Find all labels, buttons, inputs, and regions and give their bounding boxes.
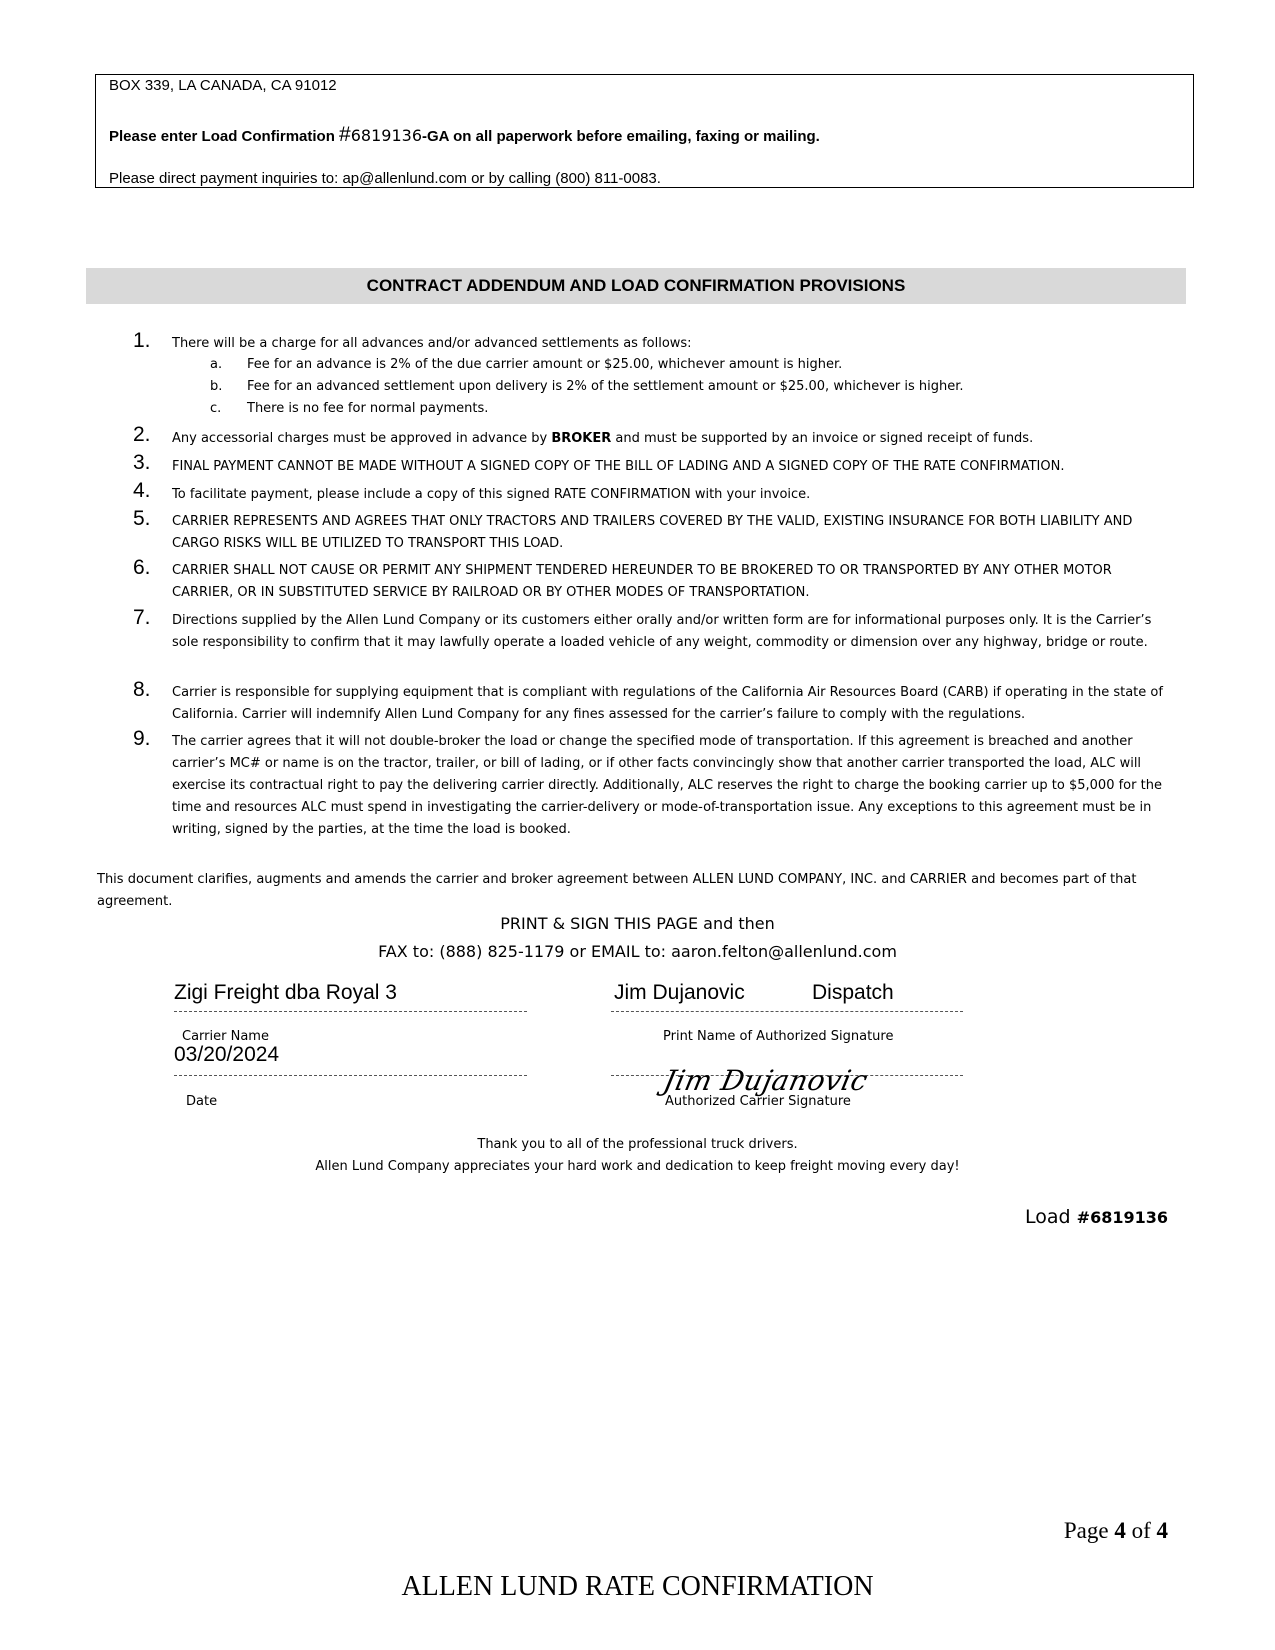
section-title: CONTRACT ADDENDUM AND LOAD CONFIRMATION PROVISIONS (86, 268, 1186, 304)
date-line (174, 1075, 527, 1076)
provision-number: 7. (133, 606, 151, 629)
sub-item-letter: c. (210, 401, 222, 416)
provision-number: 8. (133, 678, 151, 701)
sign-instructions-line1: PRINT & SIGN THIS PAGE and then (500, 914, 775, 933)
provision-text (172, 428, 1172, 450)
provision-text: There will be a charge for all advances and/or advanced settlements as follows: (172, 336, 692, 351)
thanks-line1: Thank you to all of the professional truck drivers. (477, 1137, 798, 1152)
sub-item-text: Fee for an advance is 2% of the due carrier amount or $25.00, whichever amount is higher. (247, 357, 843, 372)
provision-text-a: Any accessorial charges must be approved in advance by (172, 431, 552, 446)
notice-suffix: -GA on all paperwork before emailing, faxing or mailing. (422, 128, 820, 145)
notice-hash: # (339, 123, 351, 146)
signature-label: Authorized Carrier Signature (665, 1094, 851, 1109)
print-name-value[interactable]: Jim Dujanovic (614, 981, 745, 1004)
provision-number: 9. (133, 727, 151, 750)
print-name-line (611, 1011, 963, 1012)
provision-number: 6. (133, 556, 151, 579)
print-name-label: Print Name of Authorized Signature (663, 1029, 894, 1044)
load-confirmation-notice (109, 123, 820, 147)
provision-number: 5. (133, 507, 151, 530)
page-total: 4 (1156, 1518, 1168, 1543)
page-middle: of (1125, 1518, 1157, 1543)
sub-item-text: Fee for an advanced settlement upon delivery is 2% of the settlement amount or $25.00, whichever is higher. (247, 379, 964, 394)
date-label: Date (186, 1094, 218, 1109)
header-box (95, 74, 1194, 188)
carrier-name-line (174, 1011, 527, 1012)
footer-title: ALLEN LUND RATE CONFIRMATION (401, 1571, 874, 1602)
page-current: 4 (1114, 1518, 1126, 1543)
provision-number: 3. (133, 451, 151, 474)
page-prefix: Page (1063, 1518, 1115, 1543)
payment-inquiries: Please direct payment inquiries to: ap@allenlund.com or by calling (800) 811-0083. (109, 170, 661, 187)
sign-instructions-line2: FAX to: (888) 825-1179 or EMAIL to: aaron.felton@allenlund.com (378, 942, 897, 961)
provision-text: The carrier agrees that it will not double-broker the load or change the specified mode of transportation. If this agreement is breached and another carrier’s MC# or name is on the tractor, trailer, or bill of lading, or if other facts convincingly show that another carrier transported the load, ALC will exercise its contractual right to pay the delivering carrier directly. Additionally, ALC reserves the right to charge the booking carrier up to $5,000 for the time and resources ALC must spend in investigating the carrier-delivery or mode-of-transportation issue. Any exceptions to this agreement must be in writing, signed by the parties, at the time the load is booked. (172, 734, 1162, 837)
load-reference (1025, 1206, 1168, 1228)
print-title-value[interactable]: Dispatch (812, 981, 894, 1004)
authorized-signature[interactable]: Jim Dujanovic (660, 1064, 871, 1097)
provision-number: 2. (133, 423, 151, 446)
provision-text: Carrier is responsible for supplying equipment that is compliant with regulations of the California Air Resources Board (CARB) if operating in the state of California. Carrier will indemnify Allen Lund Company for any fines assessed for the carrier’s failure to comply with the regulations. (172, 685, 1163, 722)
page-number (1064, 1518, 1168, 1544)
provision-text: CARRIER SHALL NOT CAUSE OR PERMIT ANY SHIPMENT TENDERED HEREUNDER TO BE BROKERED TO OR TRANSPORTED BY ANY OTHER MOTOR CARRIER, OR IN SUBSTITUTED SERVICE BY RAILROAD OR BY OTHER MODES OF TRANSPORTATION. (172, 563, 1112, 600)
notice-prefix: Please enter Load Confirmation (109, 128, 340, 145)
sub-item-letter: b. (210, 379, 223, 394)
provision-text: Directions supplied by the Allen Lund Company or its customers either orally and/or written form are for informational purposes only. It is the Carrier’s sole responsibility to confirm that it may lawfully operate a loaded vehicle of any weight, commodity or dimension over any highway, bridge or route. (172, 613, 1152, 650)
clarification-text: This document clarifies, augments and amends the carrier and broker agreement between ALLEN LUND COMPANY, INC. and CARRIER and becomes part of that agreement. (97, 872, 1137, 909)
provision-text-bold: BROKER (551, 431, 612, 446)
provision-text: CARRIER REPRESENTS AND AGREES THAT ONLY TRACTORS AND TRAILERS COVERED BY THE VALID, EXISTING INSURANCE FOR BOTH LIABILITY AND CARGO RISKS WILL BE UTILIZED TO TRANSPORT THIS LOAD. (172, 514, 1133, 551)
provision-number: 4. (133, 479, 151, 502)
carrier-name-label: Carrier Name (182, 1029, 269, 1044)
provision-text: To facilitate payment, please include a copy of this signed RATE CONFIRMATION with your invoice. (172, 487, 811, 502)
provision-text-b: and must be supported by an invoice or signed receipt of funds. (611, 431, 1034, 446)
provision-text: FINAL PAYMENT CANNOT BE MADE WITHOUT A SIGNED COPY OF THE BILL OF LADING AND A SIGNED COPY OF THE RATE CONFIRMATION. (172, 459, 1065, 474)
sub-item-letter: a. (210, 357, 223, 372)
notice-number: 6819136 (350, 126, 422, 145)
load-label: Load (1025, 1206, 1077, 1228)
load-number: #6819136 (1076, 1208, 1168, 1227)
thanks-line2: Allen Lund Company appreciates your hard work and dedication to keep freight moving every day! (315, 1159, 960, 1174)
provision-number: 1. (133, 329, 151, 352)
sub-item-text: There is no fee for normal payments. (247, 401, 489, 416)
address-line: BOX 339, LA CANADA, CA 91012 (109, 77, 337, 94)
date-value[interactable]: 03/20/2024 (174, 1043, 280, 1066)
carrier-name-value[interactable]: Zigi Freight dba Royal 3 (174, 981, 397, 1004)
